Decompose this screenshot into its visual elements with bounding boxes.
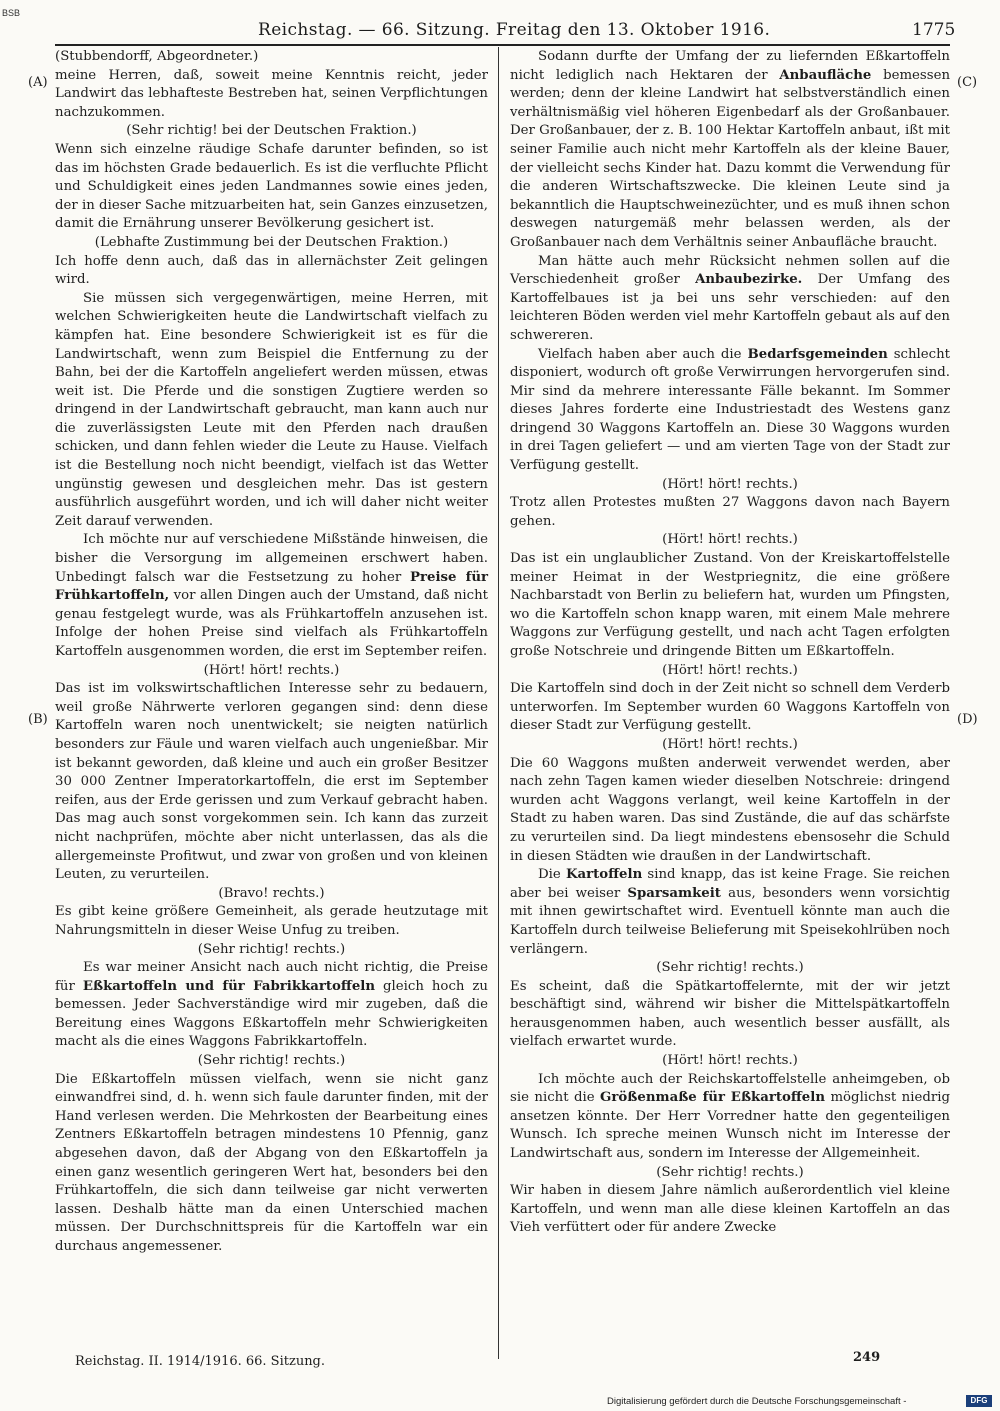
paragraph (510, 866, 950, 959)
paragraph: Sie müssen sich vergegenwärtigen, meine Herren, mit welchen Schwierigkeiten heute die Landwirtschaft vielfach zu kämpfen hat. Eine besondere Schwierigkeit ist es für die Landwirtschaft, wenn zum Beispiel die Entfernung zu der Bahn, bei der die Kartoffeln angeliefert werden müssen, etwas weit ist. Die Pferde und die sonstigen Zugtiere werden so dringend in der Landwirtschaft gebraucht, man kann auch nur die zuverlässigsten Leute mit den Pferden nach draußen schicken, und dann fehlen wieder die Leute zu Hause. Vielfach ist die Bestellung noch nicht beendigt, vielfach ist das Wetter ungünstig gewesen und desgleichen mehr. Das ist gestern ausführlich ausgeführt worden, und ich will daher nicht weiter Zeit darauf verwenden. (55, 290, 488, 529)
text-run: aus, besonders wenn vorsichtig mit ihnen gewirtschaftet wird. Eventuell könnte man auch die Kartoffeln durch teilweise Belieferung mit Speisekohlrüben noch verlängern. (510, 885, 950, 957)
speaker-note: (Stubbendorff, Abgeordneter.) (55, 49, 259, 64)
paragraph: Die 60 Waggons mußten anderweit verwendet werden, aber nach zehn Tagen kamen wieder dieselben Notschreie: dringend wurden acht Waggons verlangt, weil keine Kartoffeln in der Stadt zu haben waren. Das sind Zustände, die auf das schärfste zu verurteilen sind. Da liegt mindestens ebensosehr die Schuld in diesen Städten wie draußen in der Landwirtschaft. (510, 755, 950, 864)
interjection: (Hört! hört! rechts.) (662, 532, 798, 548)
digitization-credit: Digitalisierung gefördert durch die Deutsche Forschungsgemeinschaft - (607, 1396, 907, 1407)
paragraph: Die Kartoffeln sind doch in der Zeit nicht so schnell dem Verderb unterworfen. Im September wurden 60 Waggons Kartoffeln von dieser Stadt zur Verfügung gestellt. (510, 681, 950, 734)
paragraph: Ich hoffe denn auch, daß das in allernächster Zeit gelingen wird. (55, 253, 488, 288)
paragraph: meine Herren, daß, soweit meine Kenntnis reicht, jeder Landwirt das lebhafteste Bestreben hat, seinen Verpflichtungen nachzukommen. (55, 67, 488, 120)
emphasis: Preise für Frühkartoffeln, (55, 569, 489, 604)
margin-mark-d: (D) (957, 712, 978, 727)
left-column (55, 48, 488, 1257)
paragraph: Die Eßkartoffeln müssen vielfach, wenn sie nicht ganz einwandfrei sind, d. h. wenn sich faule darunter finden, mit der Hand verlesen werden. Die Mehrkosten der Bearbeitung eines Zentners Eßkartoffeln betragen mindestens 10 Pfennig, ganz abgesehen davon, daß der Abgang von den Eßkartoffeln ja einen ganz wesentlich geringeren Wert hat, besonders bei den Frühkartoffeln, die sich dann teilweise gar nicht verwerten lassen. Deshalb hätte man da einen Unterschied machen müssen. Der Durchschnittspreis für die Kartoffeln war ein durchaus angemessener. (55, 1071, 488, 1254)
paragraph: Das ist ein unglaublicher Zustand. Von der Kreiskartoffelstelle meiner Heimat in der Westpriegnitz, die eine größere Nachbarstadt von Berlin zu beliefern hat, wurden um Pfingsten, wo die Kartoffeln schon knapp waren, mit einem Male mehrere Waggons zur Verfügung gestellt, und nach acht Tagen erfolgten große Notschreie und dringende Bitten um Eßkartoffeln. (510, 551, 950, 659)
paragraph: Wir haben in diesem Jahre nämlich außerordentlich viel kleine Kartoffeln, und wenn man alle diese kleinen Kartoffeln an das Vieh verfüttert oder für andere Zwecke (510, 1183, 950, 1236)
interjection: (Hört! hört! rechts.) (662, 476, 798, 492)
running-header: Reichstag. — 66. Sitzung. Freitag den 13. Oktober 1916. (258, 20, 771, 40)
interjection: (Hört! hört! rechts.) (662, 662, 798, 678)
interjection: (Hört! hört! rechts.) (662, 736, 798, 752)
paragraph: Es scheint, daß die Spätkartoffelernte, mit der wir jetzt beschäftigt sind, während wir bisher die Mittelspätkartoffeln herausgenommen haben, auch wesentlich besser ausfällt, als vielfach erwartet wurde. (510, 978, 950, 1050)
margin-mark-c: (C) (957, 75, 978, 90)
paragraph (510, 1071, 950, 1164)
sheet-signature: 249 (853, 1350, 881, 1365)
paragraph: Das ist im volkswirtschaftlichen Interesse sehr zu bedauern, weil große Nährwerte verloren gegangen sind: denn diese Kartoffeln waren noch unentwickelt; sie neigten natürlich besonders zur Fäule und waren vielfach auch ungenießbar. Mir ist bekannt geworden, daß kleine und auch ein großer Besitzer 30 000 Zentner Imperatorkartoffeln, die erst im September reifen, aus der Erde gerissen und zum Verkauf gebracht haben. Das mag auch sonst vorgekommen sein. Ich kann das zurzeit nicht nachprüfen, möchte aber nicht unterlassen, das als die allergemeinste Profitwut, und zwar von großen und von kleinen Leuten, zu verurteilen. (55, 681, 488, 883)
text-run: bemessen werden; denn der kleine Landwirt hat selbstverständlich einen verhältnismäßig viel höheren Eigenbedarf als der Großanbauer. Der Großanbauer, der z. B. 100 Hektar Kartoffeln anbaut, ißt mit seiner Familie auch nicht mehr Kartoffeln als der kleine Bauer, der vielleicht sechs Kinder hat. Dazu kommt die Verwendung für die anderen Wirtschaftszwecke. Die kleinen Leute sind ja bekanntlich die Hauptschweinezüchter, und es muß ihnen schon deswegen naturgemäß mehr belassen werden, als der Großanbauer nach dem Verhältnis seiner Anbaufläche braucht. (510, 67, 951, 250)
dfg-logo: DFG (966, 1395, 992, 1407)
interjection: (Hört! hört! rechts.) (203, 662, 340, 678)
emphasis: Sparsamkeit (627, 885, 721, 901)
paragraph (510, 346, 950, 476)
text-run: sind knapp, das ist keine Frage. Sie reichen aber bei weiser (510, 867, 950, 901)
text-run: möglichst niedrig ansetzen könnte. Der Herr Vorredner hatte den gegenteiligen Wunsch. Ich spreche meinen Wunsch nicht im Interesse der Landwirtschaft aus, sondern im Interesse der Allgemeinheit. (510, 1090, 950, 1162)
interjection: (Sehr richtig! bei der Deutschen Fraktion.) (126, 123, 417, 139)
page-number: 1775 (912, 20, 956, 40)
text-run: Ich möchte auch der Reichskartoffelstelle anheimgeben, ob sie nicht die (510, 1071, 950, 1106)
interjection: (Sehr richtig! rechts.) (656, 1164, 804, 1180)
text-run: schlecht disponiert, wodurch oft große Verwirrungen hervorgerufen sind. Mir sind da mehrere interessante Fälle bekannt. Im Sommer dieses Jahres forderte eine Industriestadt des Westens ganz dringend 30 Waggons Kartoffeln an. Diese 30 Waggons wurden in drei Tagen geliefert — und am vierten Tage von der Stadt zur Verfügung gestellt. (510, 346, 951, 474)
text-run: Es war meiner Ansicht nach auch nicht richtig, die Preise für (55, 960, 488, 994)
interjection: (Bravo! rechts.) (218, 885, 325, 901)
paragraph: Wenn sich einzelne räudige Schafe darunter befinden, so ist das im höchsten Grade bedauerlich. Es ist die verfluchte Pflicht und Schuldigkeit eines jeden Landmannes sowie eines jeden, der in dieser Sache mitzuarbeiten hat, sein Ganzes einzusetzen, damit die Ernährung unserer Bevölkerung gesichert ist. (55, 141, 488, 232)
paragraph (510, 48, 950, 253)
paragraph: Es gibt keine größere Gemeinheit, als gerade heutzutage mit Nahrungsmitteln in dieser Weise Unfug zu treiben. (55, 904, 488, 938)
header-rule (55, 44, 950, 46)
interjection: (Hört! hört! rechts.) (662, 1053, 798, 1069)
right-column (510, 48, 950, 1238)
emphasis: Bedarfsgemeinden (747, 346, 888, 362)
text-run: Sodann durfte der Umfang der zu liefernden Eßkartoffeln nicht lediglich nach Hektaren der (510, 49, 950, 83)
emphasis: Anbaubezirke. (695, 272, 803, 288)
column-divider (498, 47, 499, 1359)
paragraph (510, 253, 950, 346)
text-run: gleich hoch zu bemessen. Jeder Sachverständige wird mir zugeben, daß die Bereitung eines Waggons Eßkartoffeln mehr Schwierigkeiten macht als die eines Waggons Fabrikkartoffeln. (55, 978, 488, 1050)
interjection: (Sehr richtig! rechts.) (197, 1053, 346, 1069)
text-run: vor allen Dingen auch der Umstand, daß nicht genau festgelegt wurde, was als Frühkartoffeln anzusehen ist. Infolge der hohen Preise sind vielfach als Frühkartoffeln Kartoffeln ausgenommen worden, die erst im September reifen. (55, 588, 488, 659)
text-run: Man hätte auch mehr Rücksicht nehmen sollen auf die Verschiedenheit großer (510, 253, 950, 288)
emphasis: Größenmaße für Eßkartoffeln (600, 1090, 825, 1106)
emphasis: Kartoffeln (565, 867, 643, 883)
text-run: Ich möchte nur auf verschiedene Mißstände hinweisen, die bisher die Versorgung im allgemeinen erschwert haben. Unbedingt falsch war die Festsetzung zu hoher (55, 532, 488, 585)
text-run: Der Umfang des Kartoffelbaues ist ja bei uns sehr verschieden: auf den leichteren Böden werden viel mehr Kartoffeln gebaut als auf den schwereren. (510, 272, 950, 343)
margin-mark-b: (B) (28, 712, 48, 727)
library-corner-label: BSB (2, 8, 21, 18)
emphasis: Anbaufläche (779, 67, 872, 83)
interjection: (Sehr richtig! rechts.) (197, 941, 346, 957)
text-run: Die (538, 867, 561, 883)
paragraph (55, 531, 488, 661)
emphasis: Eßkartoffeln und für Fabrikkartoffeln (82, 978, 376, 994)
margin-mark-a: (A) (28, 75, 48, 90)
footer-source-line: Reichstag. II. 1914/1916. 66. Sitzung. (75, 1354, 326, 1369)
paragraph: Trotz allen Protestes mußten 27 Waggons davon nach Bayern gehen. (510, 495, 950, 529)
text-run: Vielfach haben aber auch die (538, 346, 742, 362)
paragraph (55, 959, 488, 1052)
interjection: (Lebhafte Zustimmung bei der Deutschen Fraktion.) (94, 234, 449, 250)
interjection: (Sehr richtig! rechts.) (656, 960, 804, 976)
